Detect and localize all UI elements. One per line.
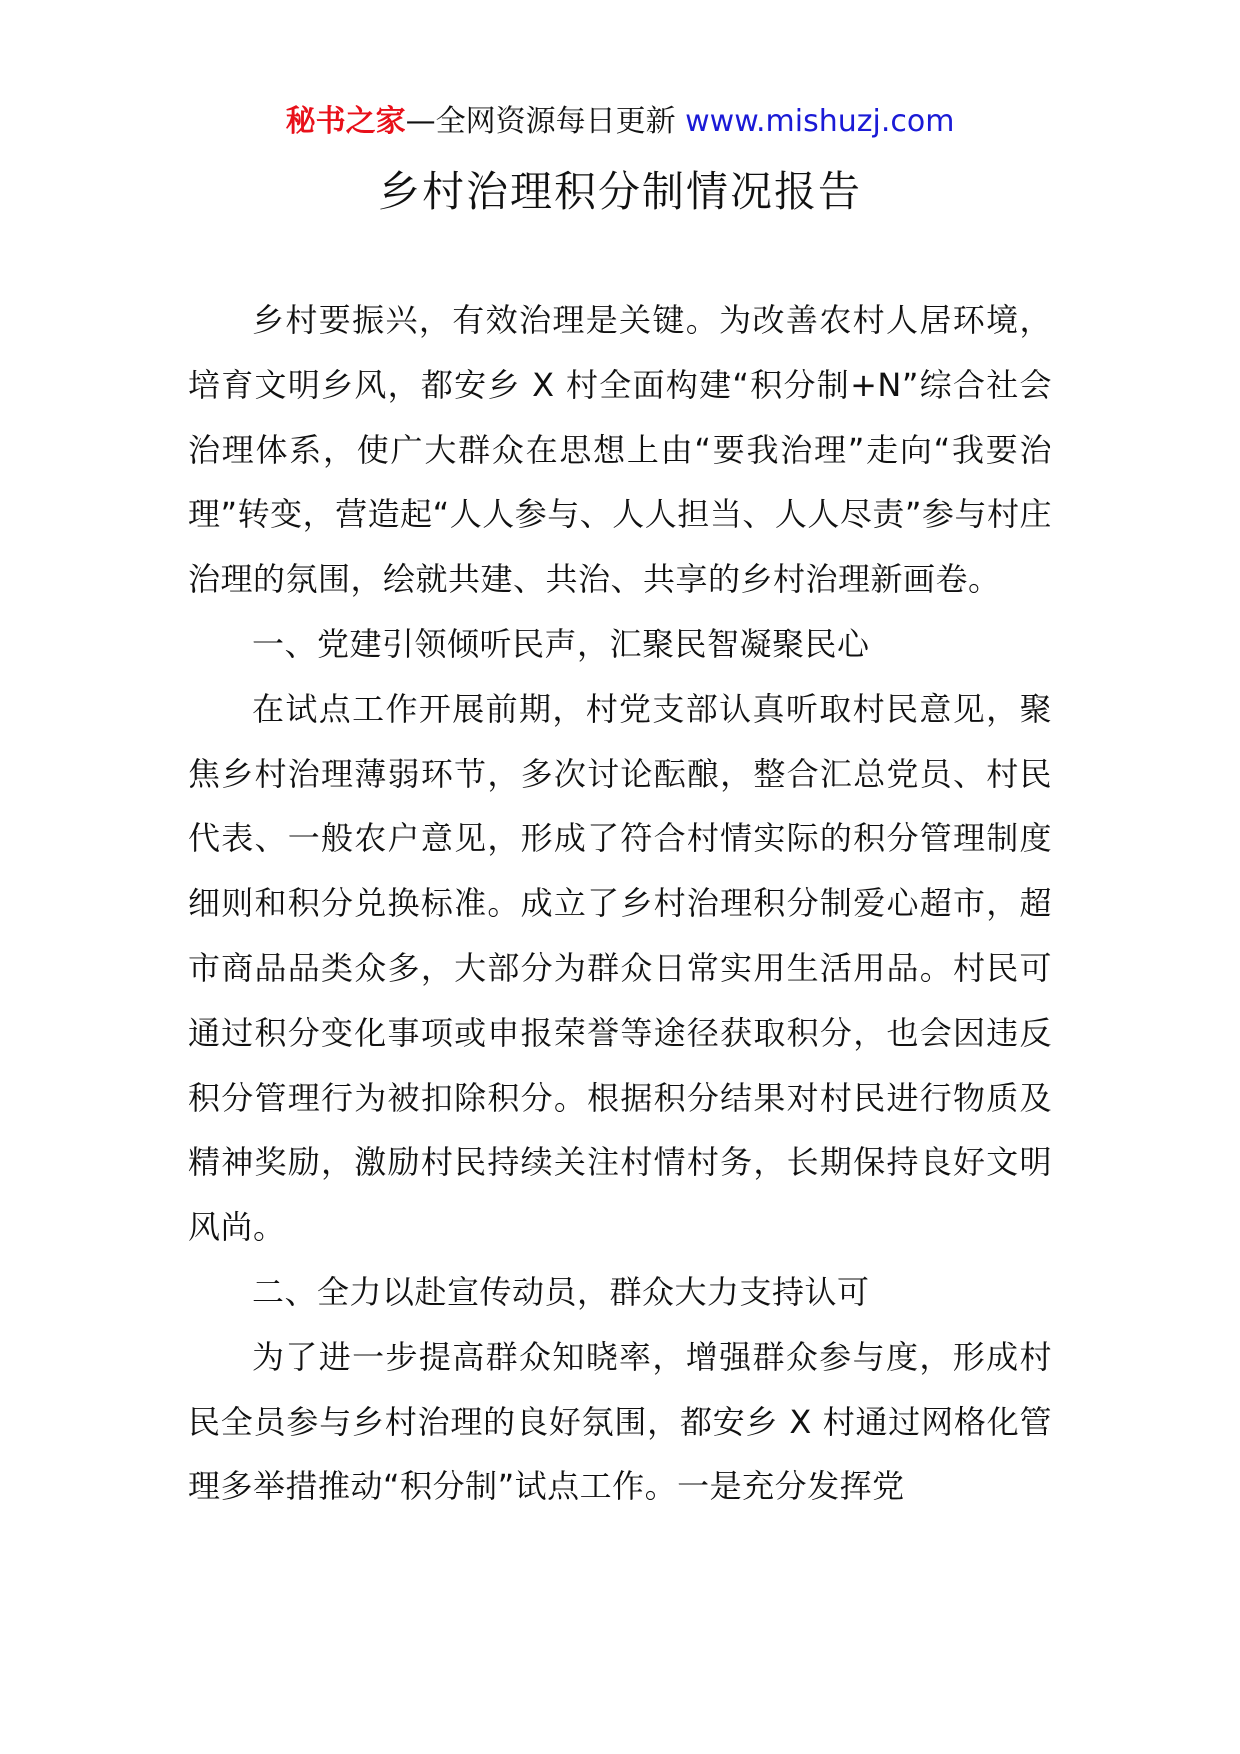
section-heading-1: 一、党建引领倾听民声，汇聚民智凝聚民心 <box>252 624 870 663</box>
section-heading-2: 二、全力以赴宣传动员，群众大力支持认可 <box>252 1272 870 1311</box>
section-1-paragraph: 在试点工作开展前期，村党支部认真听取村民意见，聚焦乡村治理薄弱环节，多次讨论酝酿，整合汇总党员、村民代表、一般农户意见，形成了符合村情实际的积分管理制度细则和积分兑换标准。成立了乡村治理积分制爱心超市，超市商品品类众多，大部分为群众日常实用生活用品。村民可通过积分变化事项或申报荣誉等途径获取积分，也会因违反积分管理行为被扣除积分。根据积分结果对村民进行物质及精神奖励，激励村民持续关注村情村务，长期保持良好文明风尚。 <box>188 689 1052 1247</box>
site-url-link[interactable]: www.mishuzj.com <box>685 104 955 139</box>
document-body <box>188 288 1052 1519</box>
header-tagline: —全网资源每日更新 <box>405 104 686 139</box>
intro-paragraph: 乡村要振兴，有效治理是关键。为改善农村人居环境，培育文明乡风，都安乡 X 村全面构建“积分制+N”综合社会治理体系，使广大群众在思想上由“要我治理”走向“我要治理”转变，营造起“人人参与、人人担当、人人尽责”参与村庄治理的氛围，绘就共建、共治、共享的乡村治理新画卷。 <box>188 301 1052 599</box>
section-2-paragraph: 为了进一步提高群众知晓率，增强群众参与度，形成村民全员参与乡村治理的良好氛围，都安乡 X 村通过网格化管理多举措推动“积分制”试点工作。一是充分发挥党 <box>188 1337 1052 1506</box>
site-header <box>0 100 1240 144</box>
brand-name: 秘书之家 <box>285 104 406 139</box>
document-title: 乡村治理积分制情况报告 <box>377 167 862 216</box>
